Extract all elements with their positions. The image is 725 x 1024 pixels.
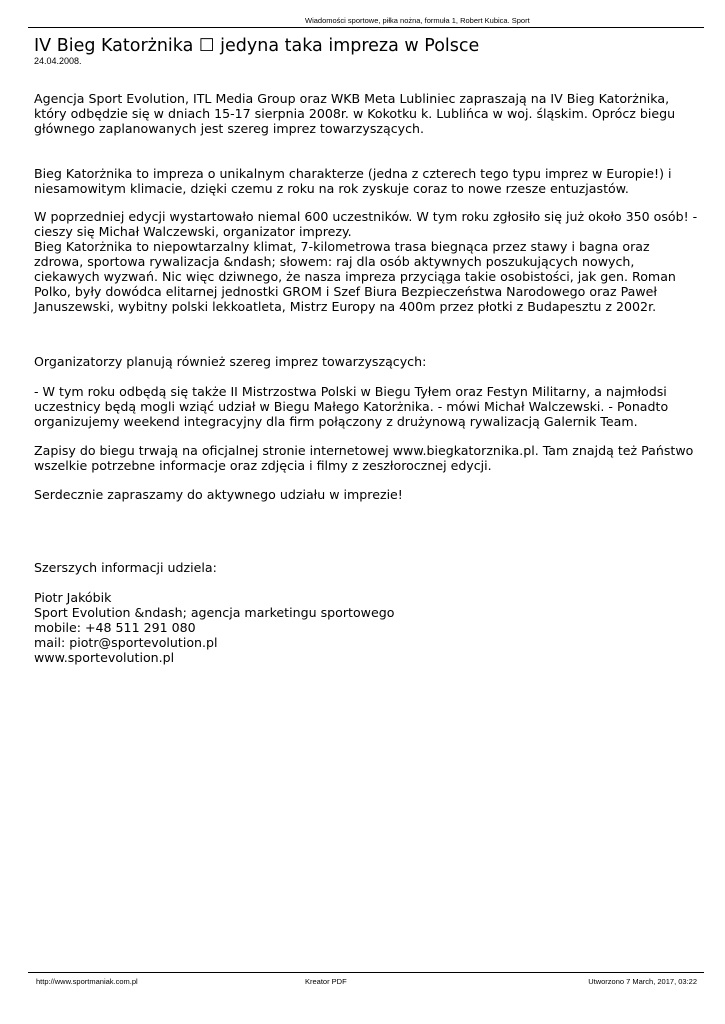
text-line: organizujemy weekend integracyjny dla firm połączony z drużynową rywalizacją Galernik Team. xyxy=(34,414,638,429)
text-line: www.sportevolution.pl xyxy=(34,650,175,665)
paragraph-previous-edition xyxy=(34,209,698,314)
paragraph-intro xyxy=(34,91,694,136)
text-line: cieszy się Michał Walczewski, organizator imprezy. xyxy=(34,224,352,239)
article-title: IV Bieg Katorżnika ☐ jedyna taka impreza w Polsce xyxy=(34,36,480,56)
paragraph-character xyxy=(34,166,694,196)
text-line: Polko, były dowódca elitarnej jednostki GROM i Szef Biura Bezpieczeństwa Narodowego oraz Paweł xyxy=(34,284,657,299)
text-line: - W tym roku odbędą się także II Mistrzostwa Polski w Biegu Tyłem oraz Festyn Militarny, a najmłodsi xyxy=(34,384,667,399)
text-line: ciekawych wyzwań. Nic więc dziwnego, że nasza impreza przyciąga takie osobistości, jak gen. Roman xyxy=(34,269,676,284)
text-line: Bieg Katorżnika to niepowtarzalny klimat, 7-kilometrowa trasa biegnąca przez stawy i bagna oraz xyxy=(34,239,650,254)
text-line: który odbędzie się w dniach 15-17 sierpnia 2008r. w Kokotku k. Lublińca w woj. śląskim. Oprócz biegu xyxy=(34,106,676,121)
footer-url: http://www.sportmaniak.com.pl xyxy=(36,977,138,986)
text-line: Zapisy do biegu trwają na oficjalnej stronie internetowej www.biegkatorznika.pl. Tam znajdą też Państwo xyxy=(34,443,694,458)
text-line: głównego zaplanowanych jest szereg imprez towarzyszących. xyxy=(34,121,425,136)
page-header-text: Wiadomości sportowe, piłka nożna, formuła 1, Robert Kubica. Sport xyxy=(305,16,530,25)
text-line: wszelkie potrzebne informacje oraz zdjęcia i filmy z zeszłorocznej edycji. xyxy=(34,458,492,473)
text-line: mobile: +48 511 291 080 xyxy=(34,620,196,635)
article-date: 24.04.2008. xyxy=(34,56,82,66)
text-line: uczestnicy będą mogli wziąć udział w Biegu Małego Katorżnika. - mówi Michał Walczewski. - Ponadto xyxy=(34,399,669,414)
text-line: Agencja Sport Evolution, ITL Media Group oraz WKB Meta Lubliniec zapraszają na IV Bieg Katorżnika, xyxy=(34,91,670,106)
text-line: zdrowa, sportowa rywalizacja &ndash; słowem: raj dla osób aktywnych poszukujących nowych, xyxy=(34,254,635,269)
footer-divider xyxy=(28,972,704,973)
paragraph-organizers xyxy=(34,354,694,369)
text-line: Piotr Jakóbik xyxy=(34,590,112,605)
header-divider xyxy=(28,27,704,28)
contact-block xyxy=(34,590,694,665)
footer-created: Utworzono 7 March, 2017, 03:22 xyxy=(588,977,697,986)
text-line: mail: piotr@sportevolution.pl xyxy=(34,635,218,650)
paragraph-info-heading xyxy=(34,560,694,575)
text-line: Januszewski, wybitny polski lekkoatleta, Mistrz Europy na 400m przez płotki z Budapesztu z 2002r. xyxy=(34,299,657,314)
paragraph-events xyxy=(34,384,694,429)
text-line: Serdecznie zapraszamy do aktywnego udziału w imprezie! xyxy=(34,487,403,502)
footer-generator: Kreator PDF xyxy=(305,977,347,986)
paragraph-registration xyxy=(34,443,694,473)
text-line: Bieg Katorżnika to impreza o unikalnym charakterze (jedna z czterech tego typu imprez w Europie!) i xyxy=(34,166,672,181)
text-line: Sport Evolution &ndash; agencja marketingu sportowego xyxy=(34,605,395,620)
text-line: Szerszych informacji udziela: xyxy=(34,560,217,575)
paragraph-invitation xyxy=(34,487,694,502)
text-line: W poprzedniej edycji wystartowało niemal 600 uczestników. W tym roku zgłosiło się już około 350 osób! - xyxy=(34,209,698,224)
text-line: Organizatorzy planują również szereg imprez towarzyszących: xyxy=(34,354,427,369)
text-line: niesamowitym klimacie, dzięki czemu z roku na rok zyskuje coraz to nowe rzesze entuzjastów. xyxy=(34,181,629,196)
